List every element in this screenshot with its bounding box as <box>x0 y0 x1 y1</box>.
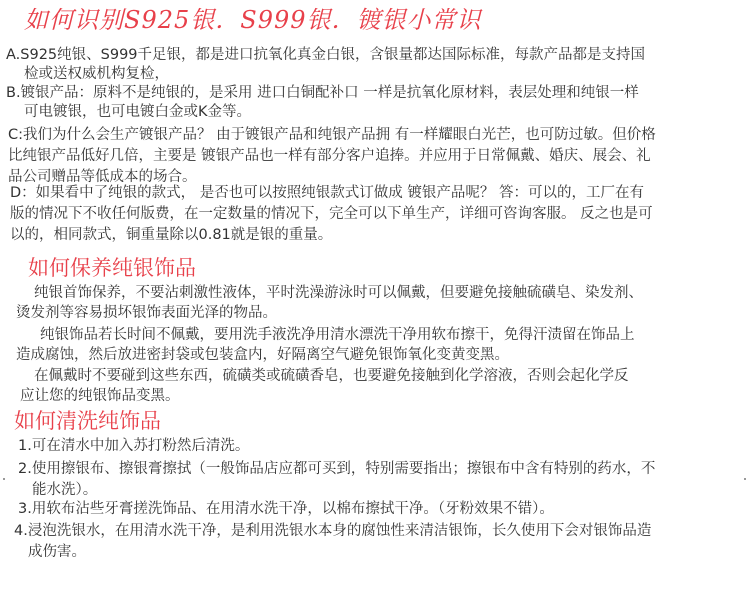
faq-c-line-3: 品公司赠品等低成本的场合。 <box>8 169 197 185</box>
faq-c <box>8 125 656 188</box>
clean-item-4 <box>14 521 651 563</box>
faq-b <box>6 84 639 122</box>
faq-d-line-3: 以的，相同款式，铜重量除以0.81就是银的重量。 <box>10 227 333 243</box>
clean-item-4-line-1: 4.浸泡洗银水，在用清水洗干净，是利用洗银水本身的腐蚀性来清洁银饰，长久使用下会对银饰品造 <box>14 523 652 539</box>
clean-item-1-line-1: 1.可在清水中加入苏打粉然后清洗。 <box>18 438 250 454</box>
edge-mark-left <box>3 478 5 480</box>
clean-heading: 如何清洗纯饰品 <box>14 409 161 433</box>
care-p3-line-2: 应让您的纯银饰品变黑。 <box>20 388 180 404</box>
clean-item-4-line-2: 成伤害。 <box>28 544 86 560</box>
care-p2-line-2: 造成腐蚀，然后放进密封袋或包装盒内，好隔离空气避免银饰氧化变黄变黑。 <box>16 347 509 363</box>
clean-item-2-line-1: 2.使用擦银布、擦银膏擦拭（一般饰品店应都可买到，特别需要指出；擦银布中含有特别的药水，不 <box>18 461 656 477</box>
care-p3-line-1: 在佩戴时不要碰到这些东西，硫磺类或硫磺香皂，也要避免接触到化学溶液，否则会起化学反 <box>34 368 629 384</box>
faq-b-line-1: B.镀银产品：原料不是纯银的，是采用 进口白铜配补口 一样是抗氧化原材料，表层处理和纯银一样 <box>6 85 639 101</box>
care-heading: 如何保养纯银饰品 <box>28 256 196 280</box>
page-title: 如何识别S925银．S999银．镀银小常识 <box>24 6 482 34</box>
faq-c-line-2: 比纯银产品低好几倍，主要是 镀银产品也一样有部分客户追捧。并应用于日常佩戴、婚庆、展会、礼 <box>8 148 651 164</box>
clean-item-3 <box>18 500 554 519</box>
faq-a-line-1: A.S925纯银、S999千足银，都是进口抗氧化真金白银，含银量都达国际标准，每款产品都是支持国 <box>6 47 646 63</box>
care-paragraph-2 <box>16 325 635 365</box>
faq-a <box>6 46 645 84</box>
care-paragraph-1 <box>16 283 643 323</box>
clean-item-3-line-1: 3.用软布沾些牙膏搓洗饰品、在用清水洗干净，以棉布擦拭干净。（牙粉效果不错）。 <box>18 501 554 517</box>
care-p1-line-2: 烫发剂等容易损坏银饰表面光泽的物品。 <box>16 305 277 321</box>
clean-item-2-line-2: 能水洗）。 <box>32 482 98 498</box>
clean-item-1 <box>18 437 249 456</box>
faq-c-line-1: C:我们为什么会生产镀银产品？ 由于镀银产品和纯银产品拥 有一样耀眼白光芒，也可防过敏。但价格 <box>8 127 656 143</box>
care-p2-line-1: 纯银饰品若长时间不佩戴，要用洗手液洗净用清水漂洗干净用软布擦干，免得汗渍留在饰品上 <box>40 327 635 343</box>
faq-d <box>10 183 653 246</box>
care-p1-line-1: 纯银首饰保养，不要沾刺激性液体，平时洗澡游泳时可以佩戴，但要避免接触硫磺皂、染发剂、 <box>34 285 643 301</box>
care-paragraph-3 <box>16 366 629 406</box>
faq-a-line-2: 检或送权威机构复检， <box>24 66 169 82</box>
clean-item-2 <box>18 459 655 501</box>
faq-d-line-2: 版的情况下不收任何版费，在一定数量的情况下，完全可以下单生产，详细可咨询客服。 反之也是可 <box>10 206 653 222</box>
faq-d-line-1: D：如果看中了纯银的款式， 是否也可以按照纯银款式订做成 镀银产品呢？ 答：可以的，工厂在有 <box>10 185 644 201</box>
faq-b-line-2: 可电镀银，也可电镀白金或K金等。 <box>24 104 252 120</box>
edge-mark-right <box>744 478 746 480</box>
